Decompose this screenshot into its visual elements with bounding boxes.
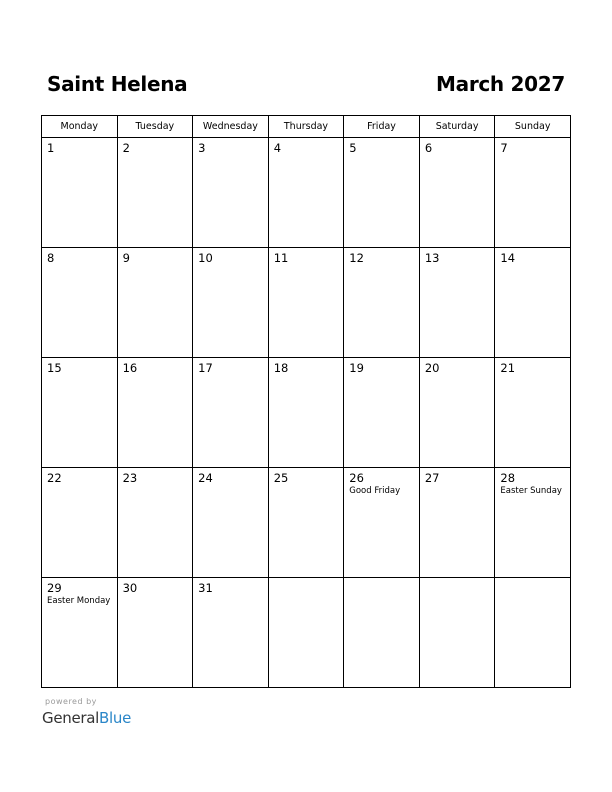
day-cell: [268, 248, 344, 358]
day-cell: [193, 578, 269, 688]
day-number: 16: [122, 361, 138, 375]
day-number: 2: [122, 141, 130, 155]
month-title: March 2027: [436, 72, 565, 96]
day-cell: [193, 468, 269, 578]
day-cell: [117, 358, 193, 468]
week-row: [42, 578, 571, 688]
day-number: 6: [424, 141, 433, 155]
weekday-header: Friday: [344, 116, 420, 138]
generalblue-logo: [42, 708, 131, 728]
day-number: 22: [47, 471, 62, 485]
day-number: 9: [122, 251, 130, 265]
day-cell: [268, 578, 344, 688]
day-number: 8: [47, 251, 55, 265]
day-number: 5: [349, 141, 357, 155]
day-number: 23: [122, 471, 138, 485]
day-number: 27: [424, 471, 440, 485]
day-number: 17: [198, 361, 213, 375]
day-cell: [268, 358, 344, 468]
weekday-header: Saturday: [419, 116, 495, 138]
brand-part1: General: [42, 709, 100, 727]
day-number: 29: [47, 581, 62, 595]
day-number: 13: [424, 251, 440, 265]
day-number: 18: [273, 361, 289, 375]
day-cell: [419, 468, 495, 578]
powered-by-label: powered by: [45, 697, 97, 706]
weekday-header: Wednesday: [193, 116, 269, 138]
day-number: 1: [47, 141, 55, 155]
day-cell: [419, 138, 495, 248]
day-cell: [419, 358, 495, 468]
week-row: [42, 138, 571, 248]
day-cell: [117, 578, 193, 688]
day-cell: [268, 468, 344, 578]
day-cell: [495, 468, 571, 578]
day-number: 20: [424, 361, 440, 375]
day-number: 31: [198, 581, 213, 595]
day-cell: [268, 138, 344, 248]
day-cell: [495, 138, 571, 248]
calendar-grid: [41, 115, 571, 689]
day-cell: [42, 578, 118, 688]
day-number: 26: [349, 471, 364, 485]
day-cell: [117, 468, 193, 578]
day-cell: [193, 138, 269, 248]
day-cell: [193, 248, 269, 358]
day-number: 24: [198, 471, 213, 485]
day-number: 4: [273, 141, 282, 155]
day-number: 3: [198, 141, 206, 155]
week-row: [42, 248, 571, 358]
day-cell: [344, 248, 420, 358]
brand-part2: Blue: [99, 709, 132, 727]
day-number: 11: [273, 251, 289, 265]
day-number: 15: [47, 361, 62, 375]
day-cell: [344, 468, 420, 578]
day-cell: [495, 248, 571, 358]
day-cell: [117, 138, 193, 248]
day-number: 7: [500, 141, 508, 155]
day-number: 10: [198, 251, 213, 265]
holiday-label: Easter Monday: [47, 596, 111, 606]
weekday-header: Thursday: [268, 116, 344, 138]
day-cell: [193, 358, 269, 468]
day-cell: [419, 578, 495, 688]
day-cell: [42, 358, 118, 468]
week-row: [42, 358, 571, 468]
week-row: [42, 468, 571, 578]
day-cell: [42, 248, 118, 358]
weekday-header-row: [42, 116, 571, 138]
day-cell: [42, 138, 118, 248]
region-title: Saint Helena: [47, 72, 188, 96]
day-cell: [495, 358, 571, 468]
day-cell: [344, 358, 420, 468]
holiday-label: Good Friday: [349, 486, 401, 496]
holiday-label: Easter Sunday: [500, 486, 562, 496]
weekday-header: Monday: [42, 116, 118, 138]
day-cell: [495, 578, 571, 688]
weekday-header: Tuesday: [117, 116, 193, 138]
day-cell: [419, 248, 495, 358]
day-cell: [344, 578, 420, 688]
day-cell: [42, 468, 118, 578]
day-number: 19: [349, 361, 364, 375]
day-number: 21: [500, 361, 516, 375]
day-number: 28: [500, 471, 516, 485]
day-number: 12: [349, 251, 364, 265]
day-number: 14: [500, 251, 516, 265]
day-number: 30: [122, 581, 138, 595]
day-cell: [117, 248, 193, 358]
day-number: 25: [273, 471, 289, 485]
weekday-header: Sunday: [495, 116, 571, 138]
day-cell: [344, 138, 420, 248]
